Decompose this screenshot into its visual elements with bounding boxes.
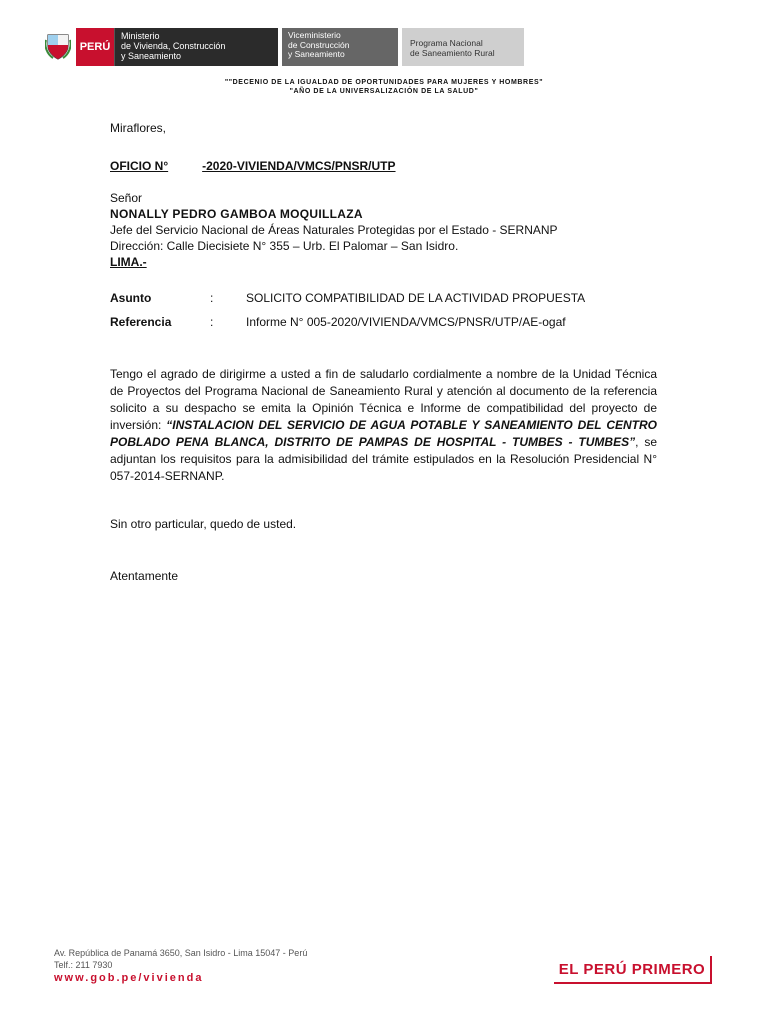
decenio-line: ""DECENIO DE LA IGUALDAD DE OPORTUNIDADES PARA MUJERES Y HOMBRES" [224, 79, 544, 86]
program-name: Programa Nacional de Saneamiento Rural [402, 28, 524, 66]
reference-value: Informe N° 005-2020/VIVIENDA/VMCS/PNSR/UTP/AE-ogaf [246, 315, 566, 329]
oficio-number: -2020-VIVIENDA/VMCS/PNSR/UTP [202, 159, 396, 173]
recipient-title: Jefe del Servicio Nacional de Áreas Naturales Protegidas por el Estado - SERNANP [110, 223, 558, 237]
body-text-start: Tengo el agrado de dirigirme a usted a fin de saludarlo cordialmente a nombre de la Unidad Técnica de Proyectos del Programa Nacional de Saneamiento Rural y atención al documento de la referencia solicito a su despacho se emita la Opinión Técnica e Informe de compatibilidad del proyecto de inversión: [110, 367, 657, 432]
coat-of-arms-icon [40, 28, 76, 66]
salutation: Señor [110, 191, 143, 205]
place-line: Miraflores, [110, 121, 167, 135]
footer-address: Av. República de Panamá 3650, San Isidro - Lima 15047 - Perú [54, 948, 308, 958]
regards-line: Atentamente [110, 569, 179, 583]
subject-row [110, 290, 585, 306]
oficio-label: OFICIO N° [110, 159, 169, 173]
reference-label: Referencia [110, 315, 172, 329]
body-paragraph [110, 366, 657, 485]
closing-line: Sin otro particular, quedo de usted. [110, 517, 297, 531]
year-designation [0, 78, 768, 96]
vice-ministry-name: Viceministerio de Construcción y Saneamiento [282, 28, 398, 66]
subject-label: Asunto [110, 291, 152, 305]
reference-colon: : [210, 315, 214, 329]
oficio-reference [110, 158, 396, 174]
recipient-address: Dirección: Calle Diecisiete N° 355 – Urb. El Palomar – San Isidro. [110, 239, 459, 253]
recipient-name: NONALLY PEDRO GAMBOA MOQUILLAZA [110, 207, 363, 221]
peru-brand-label: PERÚ [76, 28, 114, 66]
subject-value: SOLICITO COMPATIBILIDAD DE LA ACTIVIDAD PROPUESTA [246, 291, 586, 305]
recipient-city: LIMA.- [110, 255, 147, 269]
subject-colon: : [210, 291, 214, 305]
footer-phone: Telf.: 211 7930 [54, 960, 113, 970]
header-logo-strip [40, 28, 524, 66]
reference-row [110, 314, 566, 330]
addressee-block [110, 190, 558, 270]
footer-address-block [54, 947, 307, 971]
slogan-badge: EL PERÚ PRIMERO [554, 956, 712, 984]
project-name: “INSTALACION DEL SERVICIO DE AGUA POTABLE Y SANEAMIENTO DEL CENTRO POBLADO PENA BLANCA, DISTRITO DE PAMPAS DE HOSPITAL - TUMBES - TUMBES” [110, 418, 657, 449]
body-text-end: , se adjuntan los requisitos para la admisibilidad del trámite estipulados en la Resolución Presidencial N° 057-2014-SERNANP. [110, 435, 657, 483]
footer-website-link[interactable]: www.gob.pe/vivienda [54, 972, 204, 984]
year-name-line: "AÑO DE LA UNIVERSALIZACIÓN DE LA SALUD" [289, 88, 479, 95]
ministry-name: Ministerio de Vivienda, Construcción y Saneamiento [114, 28, 278, 66]
